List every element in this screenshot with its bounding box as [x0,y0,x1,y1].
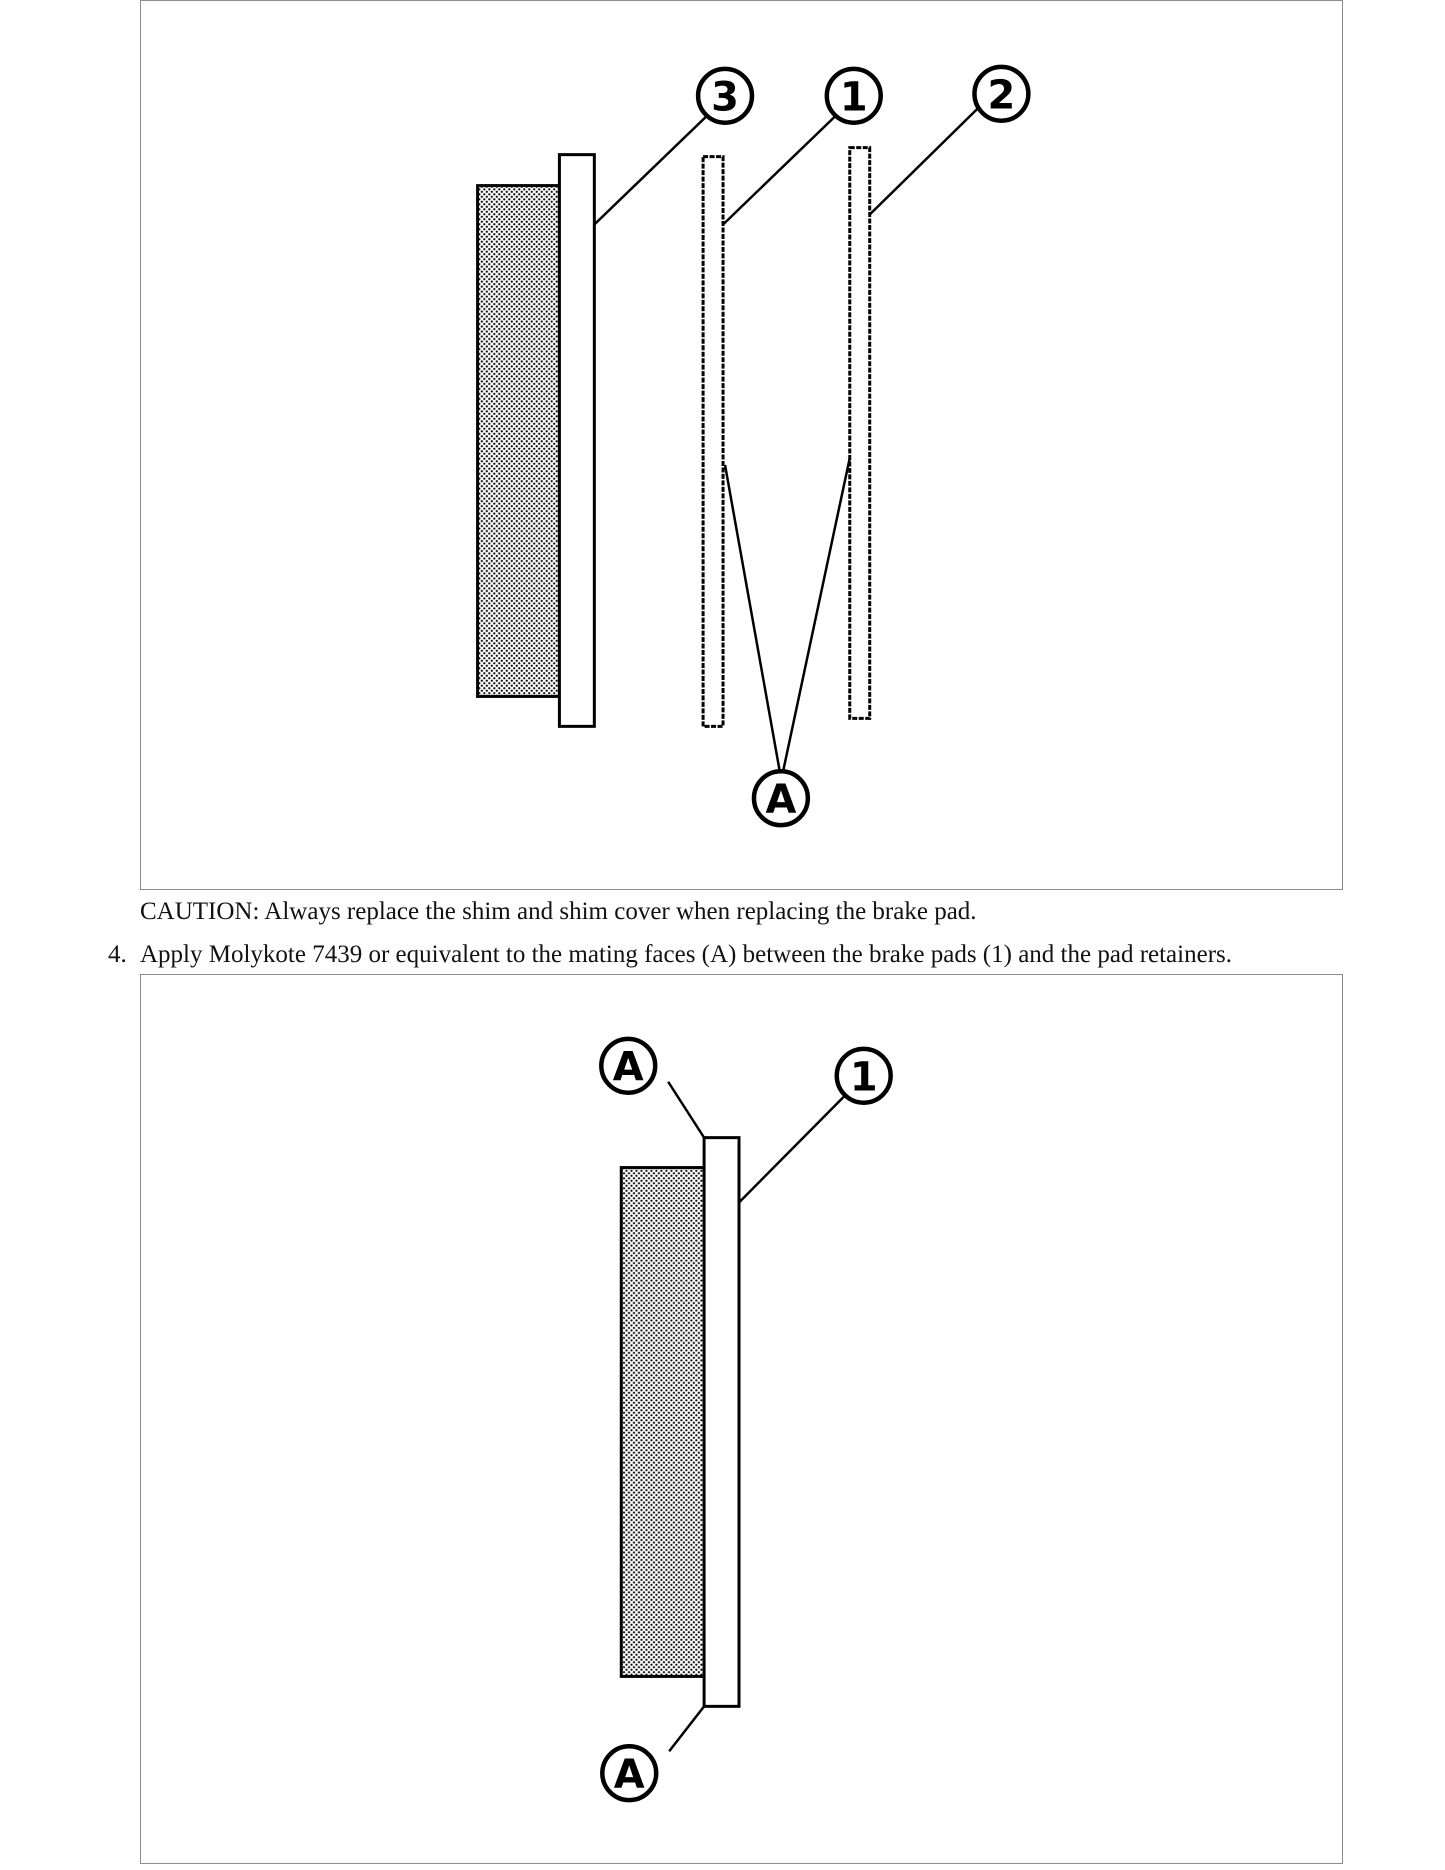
leader-line-1 [739,1095,846,1203]
caution-note: CAUTION: Always replace the shim and shim cover when replacing the brake pad. [140,898,977,925]
callout-1 [827,69,881,123]
step-text: Apply Molykote 7439 or equivalent to the mating faces (A) between the brake pads (1) and the pad retainers. [140,941,1233,968]
callout-a-top [601,1039,655,1093]
svg-text:A: A [613,1752,645,1799]
callout-a [754,771,808,825]
callout-2 [974,67,1028,121]
shim-cover-plate [559,155,594,727]
step-number: 4. [108,941,127,968]
leader-line-a-bottom [669,1706,704,1751]
svg-text:2: 2 [987,72,1016,119]
pad-friction-material [478,186,560,697]
svg-text:A: A [612,1044,644,1091]
leader-line-a-left [725,465,780,772]
svg-text:1: 1 [839,74,868,121]
shim-assembly-figure [140,0,1343,890]
callout-3 [698,69,752,123]
shim-plate [850,148,870,719]
shim-assembly-diagram [141,1,1342,889]
leader-line-a-top [668,1082,704,1138]
leader-line-a-right [783,458,850,772]
callout-1 [837,1049,891,1103]
svg-text:3: 3 [711,74,739,121]
brake-pad-plate [704,1138,739,1707]
svg-text:A: A [765,777,797,824]
leader-line-2 [870,109,978,215]
leader-line-3 [594,115,708,225]
svg-text:1: 1 [849,1054,878,1101]
mating-faces-figure [140,974,1343,1864]
brake-pad-plate [703,157,723,727]
instruction-step [108,939,1233,971]
pad-friction-material [621,1168,704,1677]
callout-a-bottom [602,1746,656,1800]
leader-line-1 [723,115,837,225]
mating-faces-diagram [141,975,1342,1863]
